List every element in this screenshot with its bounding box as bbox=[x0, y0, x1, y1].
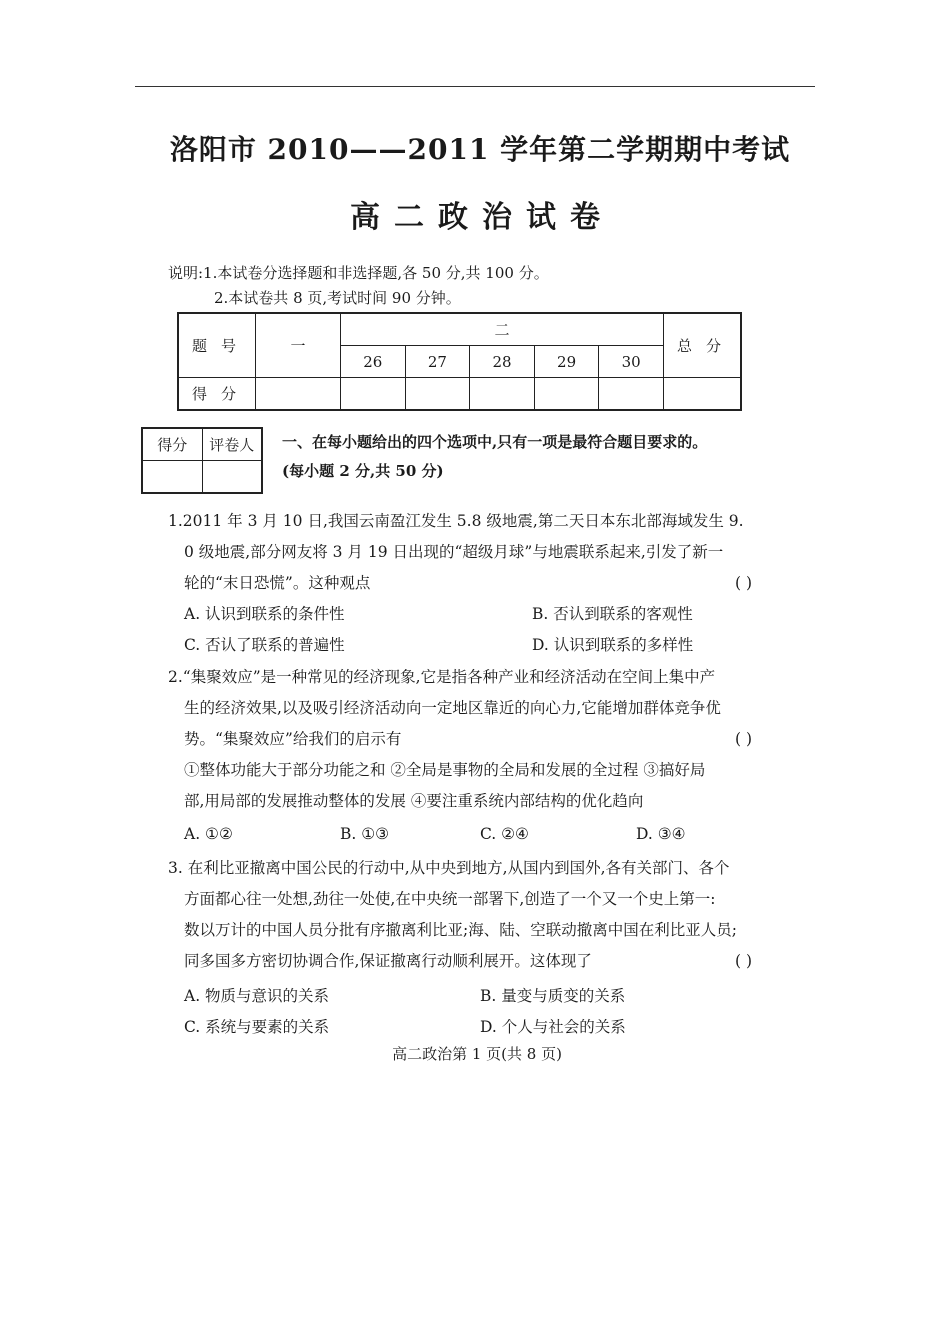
exam-subtitle: 高二政治试卷 bbox=[350, 200, 614, 235]
instruction-note-2: 2.本试卷共 8 页,考试时间 90 分钟。 bbox=[214, 289, 461, 307]
q1-option-b: B. 否认到联系的客观性 bbox=[532, 605, 693, 623]
question-2-line-1: 2.“集聚效应”是一种常见的经济现象,它是指各种产业和经济活动在空间上集中产 bbox=[168, 668, 716, 686]
score-cell-part1 bbox=[256, 378, 341, 411]
question-2-line-3-text: 势。“集聚效应”给我们的启示有 bbox=[184, 730, 402, 748]
score-table-score-label: 得分 bbox=[178, 378, 256, 411]
instruction-note-1: 说明:1.本试卷分选择题和非选择题,各 50 分,共 100 分。 bbox=[168, 264, 549, 282]
section-heading-line2: (每小题 2 分,共 50 分) bbox=[282, 462, 444, 480]
top-rule bbox=[135, 86, 815, 87]
score-table-q27: 27 bbox=[405, 346, 470, 378]
score-cell-28 bbox=[470, 378, 535, 411]
question-3 bbox=[168, 853, 788, 977]
score-cell-27 bbox=[405, 378, 470, 411]
question-3-line-3: 数以万计的中国人员分批有序撤离利比亚;海、陆、空联动撤离中国在利比亚人员; bbox=[184, 921, 737, 939]
page-footer: 高二政治第 1 页(共 8 页) bbox=[392, 1045, 562, 1063]
score-table-part2: 二 bbox=[341, 313, 664, 346]
question-2-line-5: 部,用局部的发展推动整体的发展 ④要注重系统内部结构的优化趋向 bbox=[184, 792, 644, 810]
question-3-line-2: 方面都心往一处想,劲往一处使,在中央统一部署下,创造了一个又一个史上第一: bbox=[184, 890, 716, 908]
q3-option-b: B. 量变与质变的关系 bbox=[480, 987, 626, 1005]
question-2-line-2: 生的经济效果,以及吸引经济活动向一定地区靠近的向心力,它能增加群体竞争优 bbox=[184, 699, 721, 717]
answer-blank-3: ( ) bbox=[734, 952, 752, 970]
score-cell-total bbox=[664, 378, 742, 411]
q1-option-a: A. 认识到联系的条件性 bbox=[184, 605, 345, 623]
score-table-q30: 30 bbox=[599, 346, 664, 378]
score-table-part1: 一 bbox=[256, 313, 341, 378]
q3-option-a: A. 物质与意识的关系 bbox=[184, 987, 330, 1005]
q2-option-d: D. ③④ bbox=[636, 825, 686, 843]
question-1 bbox=[168, 506, 788, 599]
score-cell-26 bbox=[341, 378, 406, 411]
q3-option-c: C. 系统与要素的关系 bbox=[184, 1018, 330, 1036]
answer-blank-1: ( ) bbox=[734, 574, 752, 592]
section-heading-line1: 一、在每小题给出的四个选项中,只有一项是最符合题目要求的。 bbox=[282, 433, 708, 451]
grader-score-cell bbox=[142, 461, 202, 494]
q3-option-d: D. 个人与社会的关系 bbox=[480, 1018, 626, 1036]
question-1-line-1: 1.2011 年 3 月 10 日,我国云南盈江发生 5.8 级地震,第二天日本东北部海域发生 9. bbox=[168, 512, 744, 530]
question-1-line-2: 0 级地震,部分网友将 3 月 19 日出现的“超级月球”与地震联系起来,引发了新一 bbox=[184, 543, 724, 561]
score-table-row-label: 题号 bbox=[178, 313, 256, 378]
question-3-line-4 bbox=[168, 946, 788, 977]
question-3-line-4-text: 同多国多方密切协调合作,保证撤离行动顺利展开。这体现了 bbox=[184, 952, 592, 970]
score-table-q29: 29 bbox=[534, 346, 599, 378]
q1-option-d: D. 认识到联系的多样性 bbox=[532, 636, 694, 654]
answer-blank-2: ( ) bbox=[734, 730, 752, 748]
q1-option-c: C. 否认了联系的普遍性 bbox=[184, 636, 345, 654]
exam-title: 洛阳市 2010——2011 学年第二学期期中考试 bbox=[169, 133, 791, 166]
question-3-line-1: 3. 在利比亚撤离中国公民的行动中,从中央到地方,从国内到国外,各有关部门、各个 bbox=[168, 859, 730, 877]
q2-option-b: B. ①③ bbox=[340, 825, 390, 843]
score-cell-29 bbox=[534, 378, 599, 411]
question-1-line-3-text: 轮的“末日恐慌”。这种观点 bbox=[184, 574, 371, 592]
section-heading bbox=[282, 428, 792, 486]
grader-name-cell bbox=[202, 461, 262, 494]
score-table-q28: 28 bbox=[470, 346, 535, 378]
grader-name-label: 评卷人 bbox=[202, 428, 262, 461]
grader-table bbox=[141, 427, 263, 494]
score-table-q26: 26 bbox=[341, 346, 406, 378]
question-1-line-3 bbox=[168, 568, 788, 599]
score-table bbox=[177, 312, 742, 411]
q2-option-c: C. ②④ bbox=[480, 825, 529, 843]
score-cell-30 bbox=[599, 378, 664, 411]
score-table-total: 总分 bbox=[664, 313, 742, 378]
question-2-line-3 bbox=[168, 724, 788, 755]
question-2 bbox=[168, 662, 788, 817]
grader-score-label: 得分 bbox=[142, 428, 202, 461]
question-2-line-4: ①整体功能大于部分功能之和 ②全局是事物的全局和发展的全过程 ③搞好局 bbox=[184, 761, 706, 779]
q2-option-a: A. ①② bbox=[184, 825, 233, 843]
